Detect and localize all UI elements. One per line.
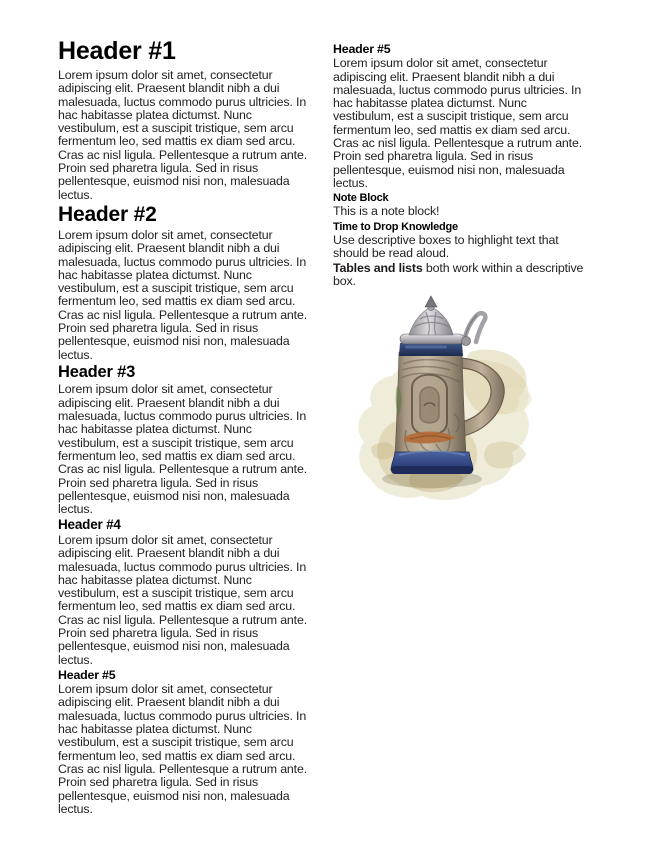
heading-5: Header #5 xyxy=(333,42,391,56)
paragraph: Lorem ipsum dolor sit amet, consectetur adipiscing elit. Praesent blandit nibh a dui malesuada, luctus commodo purus ultricies. In hac habitasse platea dictumst. Nunc vestibulum, est a suscipit tristique, sem arcu fermentum leo, sed mattis ex diam sed arcu. Cras ac nisl ligula. Pellentesque a rutrum ante. Proin sed pharetra ligula. Sed in risus pellentesque, euismod nisi non, malesuada lectus. xyxy=(58,682,308,816)
stein-lid-rim xyxy=(400,334,464,344)
paragraph: Lorem ipsum dolor sit amet, consectetur adipiscing elit. Praesent blandit nibh a dui malesuada, luctus commodo purus ultricies. In hac habitasse platea dictumst. Nunc vestibulum, est a suscipit tristique, sem arcu fermentum leo, sed mattis ex diam sed arcu. Cras ac nisl ligula. Pellentesque a rutrum ante. Proin sed pharetra ligula. Sed in risus pellentesque, euismod nisi non, malesuada lectus. xyxy=(333,56,583,190)
left-column xyxy=(58,38,312,818)
paragraph: Lorem ipsum dolor sit amet, consectetur adipiscing elit. Praesent blandit nibh a dui malesuada, luctus commodo purus ultricies. In hac habitasse platea dictumst. Nunc vestibulum, est a suscipit tristique, sem arcu fermentum leo, sed mattis ex diam sed arcu. Cras ac nisl ligula. Pellentesque a rutrum ante. Proin sed pharetra ligula. Sed in risus pellentesque, euismod nisi non, malesuada lectus. xyxy=(58,68,308,202)
heading-3: Header #3 xyxy=(58,362,136,381)
stein-lid-cone xyxy=(409,307,453,335)
paragraph: Lorem ipsum dolor sit amet, consectetur adipiscing elit. Praesent blandit nibh a dui malesuada, luctus commodo purus ultricies. In hac habitasse platea dictumst. Nunc vestibulum, est a suscipit tristique, sem arcu fermentum leo, sed mattis ex diam sed arcu. Cras ac nisl ligula. Pellentesque a rutrum ante. Proin sed pharetra ligula. Sed in risus pellentesque, euismod nisi non, malesuada lectus. xyxy=(58,532,308,667)
tables-lists-bold: Tables and lists xyxy=(333,261,423,276)
knowledge-block-label: Time to Drop Knowledge xyxy=(333,220,458,233)
note-block-text: This is a note block! xyxy=(333,204,440,219)
tables-lists-line xyxy=(333,262,587,289)
stein-lever-hinge xyxy=(462,337,471,346)
stein-finial xyxy=(425,296,437,307)
note-block-label: Note Block xyxy=(333,192,389,205)
heading-5: Header #5 xyxy=(58,667,116,682)
paragraph: Lorem ipsum dolor sit amet, consectetur adipiscing elit. Praesent blandit nibh a dui malesuada, luctus commodo purus ultricies. In hac habitasse platea dictumst. Nunc vestibulum, est a suscipit tristique, sem arcu fermentum leo, sed mattis ex diam sed arcu. Cras ac nisl ligula. Pellentesque a rutrum ante. Proin sed pharetra ligula. Sed in risus pellentesque, euismod nisi non, malesuada lectus. xyxy=(58,382,308,517)
tables-lists-rest: both work within a descriptive box. xyxy=(333,261,584,289)
beer-stein-illustration xyxy=(350,294,606,510)
heading-1: Header #1 xyxy=(58,37,176,65)
stein-arch-inner xyxy=(420,387,439,423)
right-column xyxy=(333,42,587,291)
beer-stein-svg xyxy=(350,294,606,510)
paragraph: Lorem ipsum dolor sit amet, consectetur adipiscing elit. Praesent blandit nibh a dui malesuada, luctus commodo purus ultricies. In hac habitasse platea dictumst. Nunc vestibulum, est a suscipit tristique, sem arcu fermentum leo, sed mattis ex diam sed arcu. Cras ac nisl ligula. Pellentesque a rutrum ante. Proin sed pharetra ligula. Sed in risus pellentesque, euismod nisi non, malesuada lectus. xyxy=(58,227,308,362)
stein-base-foot xyxy=(391,466,473,474)
knowledge-block-text: Use descriptive boxes to highlight text that should be read aloud. xyxy=(333,232,559,260)
heading-2: Header #2 xyxy=(58,202,157,226)
stein-top-band xyxy=(399,343,463,356)
heading-4: Header #4 xyxy=(58,517,121,533)
